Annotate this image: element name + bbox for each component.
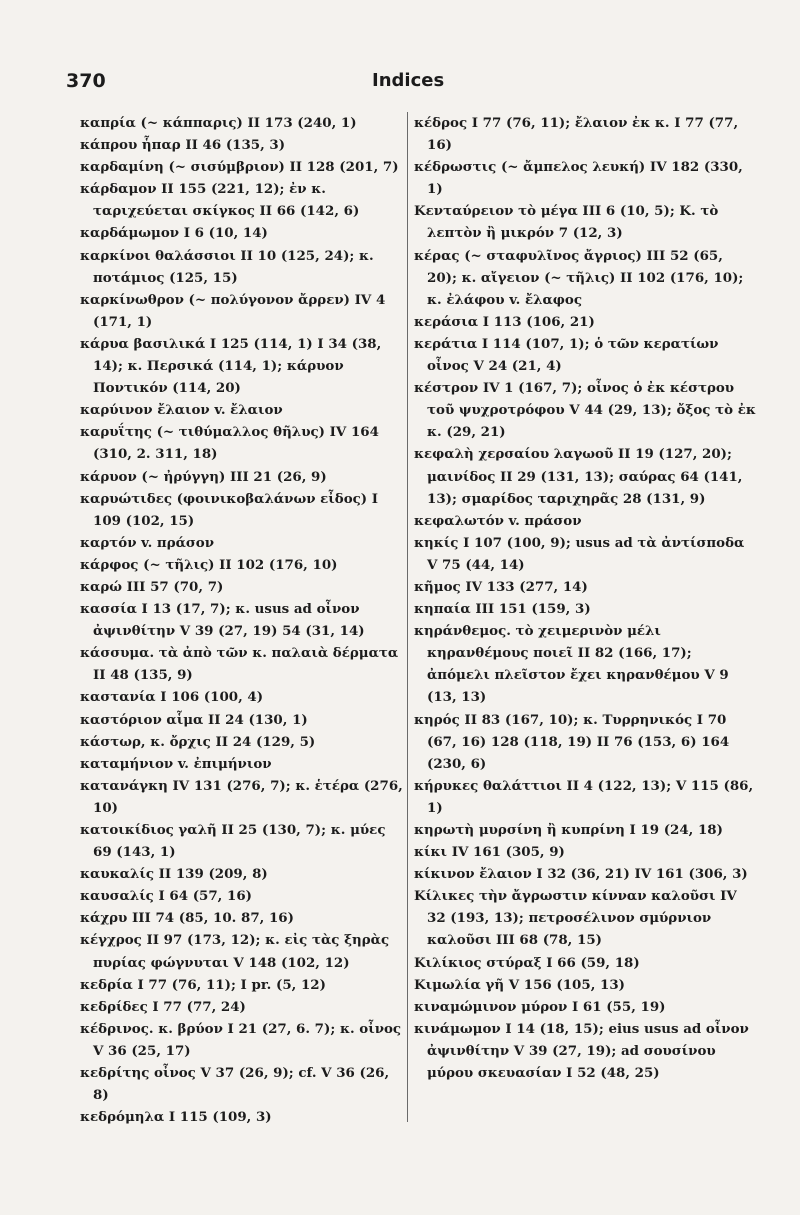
index-entry: κίκινον ἔλαιον I 32 (36, 21) IV 161 (306, 3) — [414, 866, 748, 883]
index-column-right — [414, 112, 756, 1084]
running-head: Indices — [372, 70, 445, 91]
index-entry: Κενταύρειον τὸ μέγα III 6 (10, 5); Κ. τὸ λεπτὸν ἢ μικρόν 7 (12, 3) — [414, 203, 719, 242]
index-entry: κάσσυμα. τὰ ἀπὸ τῶν κ. παλαιὰ δέρματα II 48 (135, 9) — [80, 645, 399, 684]
index-entry: κηράνθεμος. τὸ χειμερινὸν μέλι κηρανθέμους ποιεῖ II 82 (166, 17); ἀπόμελι πλεῖστον ἔχει κηρανθέμου V 9 (13, 13) — [414, 623, 729, 706]
index-entry: καρύινον ἔλαιον v. ἔλαιον — [80, 402, 283, 419]
index-entry: κεδρίτης οἶνος V 37 (26, 9); cf. V 36 (26, 8) — [80, 1065, 390, 1104]
index-entry: κηπαία III 151 (159, 3) — [414, 601, 591, 618]
index-entry: κάχρυ III 74 (85, 10. 87, 16) — [80, 910, 294, 927]
index-column-left — [80, 112, 405, 1128]
index-entry: κάρφος (~ τῆλις) II 102 (176, 10) — [80, 556, 338, 573]
column-divider — [407, 112, 408, 1122]
index-entry: κέστρον IV 1 (167, 7); οἶνος ὁ ἐκ κέστρου τοῦ ψυχροτρόφου V 44 (29, 13); ὄξος τὸ ἐκ κ. (29, 21) — [414, 380, 756, 441]
index-entry: καρυώτιδες (φοινικοβαλάνων εἶδος) I 109 (102, 15) — [80, 490, 379, 529]
index-entry: καυσαλίς I 64 (57, 16) — [80, 888, 252, 905]
index-entry: κασσία I 13 (17, 7); κ. usus ad οἶνον ἀψινθίτην V 39 (27, 19) 54 (31, 14) — [80, 601, 365, 640]
index-entry: κηρωτὴ μυρσίνη ἢ κυπρίνη I 19 (24, 18) — [414, 822, 723, 838]
index-entry: κηκίς I 107 (100, 9); usus ad τὰ ἀντίσποδα V 75 (44, 14) — [414, 534, 745, 573]
index-entry: κέδρωστις (~ ἄμπελος λευκή) IV 182 (330, 1) — [414, 159, 743, 198]
index-entry: Κίλικες τὴν ἄγρωστιν κίνναν καλοῦσι IV 32 (193, 13); πετροσέλινον σμύρνιον καλοῦσι III 68 (78, 15) — [414, 888, 737, 949]
index-entry: κεφαλὴ χερσαίου λαγωοῦ II 19 (127, 20); μαινίδος II 29 (131, 13); σαύρας 64 (141, 13); σμαρίδος ταριχηρᾶς 28 (131, 9) — [414, 446, 743, 507]
index-entry: κάρυον (~ ἠρύγγη) III 21 (26, 9) — [80, 468, 327, 485]
index-entry: κινάμωμον I 14 (18, 15); eius usus ad οἶνον ἀψινθίτην V 39 (27, 19); ad σουσίνου μύρου σκευασίαν I 52 (48, 25) — [414, 1020, 749, 1082]
index-entry: κηρός II 83 (167, 10); κ. Τυρρηνικός I 70 (67, 16) 128 (118, 19) II 76 (153, 6) 164 (230, 6) — [414, 711, 730, 772]
index-entry: καρκίνοι θαλάσσιοι II 10 (125, 24); κ. ποτάμιος (125, 15) — [80, 247, 374, 286]
index-entry: καρώ III 57 (70, 7) — [80, 578, 224, 595]
index-entry: κεράσια I 113 (106, 21) — [414, 313, 595, 330]
index-entry: κάρυα βασιλικά I 125 (114, 1) I 34 (38, 14); κ. Περσικά (114, 1); κάρυον Ποντικόν (114, 20) — [80, 335, 382, 397]
page-number: 370 — [66, 70, 106, 92]
index-entry: καρυΐτης (~ τιθύμαλλος θῆλυς) IV 164 (310, 2. 311, 18) — [80, 424, 379, 463]
index-entry: κεδρία I 77 (76, 11); I pr. (5, 12) — [80, 976, 326, 993]
index-entry: κίκι IV 161 (305, 9) — [414, 844, 565, 861]
index-entry: κάπρου ἧπαρ II 46 (135, 3) — [80, 137, 286, 154]
index-entry: καρκίνωθρον (~ πολύγονον ἄρρεν) IV 4 (171, 1) — [80, 291, 386, 330]
index-entry: καυκαλίς II 139 (209, 8) — [80, 866, 268, 883]
index-entry: κῆμος IV 133 (277, 14) — [414, 578, 588, 595]
index-entry: κατοικίδιος γαλῆ II 25 (130, 7); κ. μύες 69 (143, 1) — [80, 822, 386, 861]
index-entry: κήρυκες θαλάττιοι II 4 (122, 13); V 115 (86, 1) — [414, 777, 754, 816]
index-entry: καρδάμωμον I 6 (10, 14) — [80, 225, 268, 242]
index-entry: κέδρος I 77 (76, 11); ἔλαιον ἐκ κ. I 77 (77, 16) — [414, 115, 739, 154]
index-entry: κεδρίδες I 77 (77, 24) — [80, 998, 246, 1015]
index-entry: κατανάγκη IV 131 (276, 7); κ. ἑτέρα (276, 10) — [80, 777, 403, 816]
index-entry: κάστωρ, κ. ὄρχις II 24 (129, 5) — [80, 733, 316, 750]
index-entry: καρδαμίνη (~ σισύμβριον) II 128 (201, 7) — [80, 159, 399, 176]
index-entry: κιναμώμινον μύρον I 61 (55, 19) — [414, 998, 666, 1015]
index-entry: καστόριον αἷμα II 24 (130, 1) — [80, 711, 308, 728]
index-entry: καστανία I 106 (100, 4) — [80, 689, 264, 706]
index-entry: κεφαλωτόν v. πράσον — [414, 512, 582, 529]
index-entry: κεράτια I 114 (107, 1); ὁ τῶν κερατίων οἶνος V 24 (21, 4) — [414, 335, 719, 375]
index-entry: καρτόν v. πράσον — [80, 534, 215, 551]
index-entry: κέδρινος. κ. βρύον I 21 (27, 6. 7); κ. οἶνος V 36 (25, 17) — [80, 1020, 402, 1059]
index-entry: Κιλίκιος στύραξ I 66 (59, 18) — [414, 954, 640, 971]
index-entry: κέγχρος II 97 (173, 12); κ. εἰς τὰς ξηρὰς πυρίας φώγνυται V 148 (102, 12) — [80, 932, 390, 971]
index-entry: κέρας (~ σταφυλῖνος ἄγριος) III 52 (65, 20); κ. αἴγειον (~ τῆλις) II 102 (176, 10); κ. ἐλάφου v. ἔλαφος — [414, 247, 744, 308]
index-entry: Κιμωλία γῆ V 156 (105, 13) — [414, 976, 625, 993]
index-entry: κεδρόμηλα I 115 (109, 3) — [80, 1109, 272, 1126]
index-entry: καπρία (~ κάππαρις) II 173 (240, 1) — [80, 115, 357, 131]
index-entry: καταμήνιον v. ἐπιμήνιον — [80, 755, 272, 772]
index-entry: κάρδαμον II 155 (221, 12); ἐν κ. ταριχεύεται σκίγκος II 66 (142, 6) — [80, 181, 360, 220]
